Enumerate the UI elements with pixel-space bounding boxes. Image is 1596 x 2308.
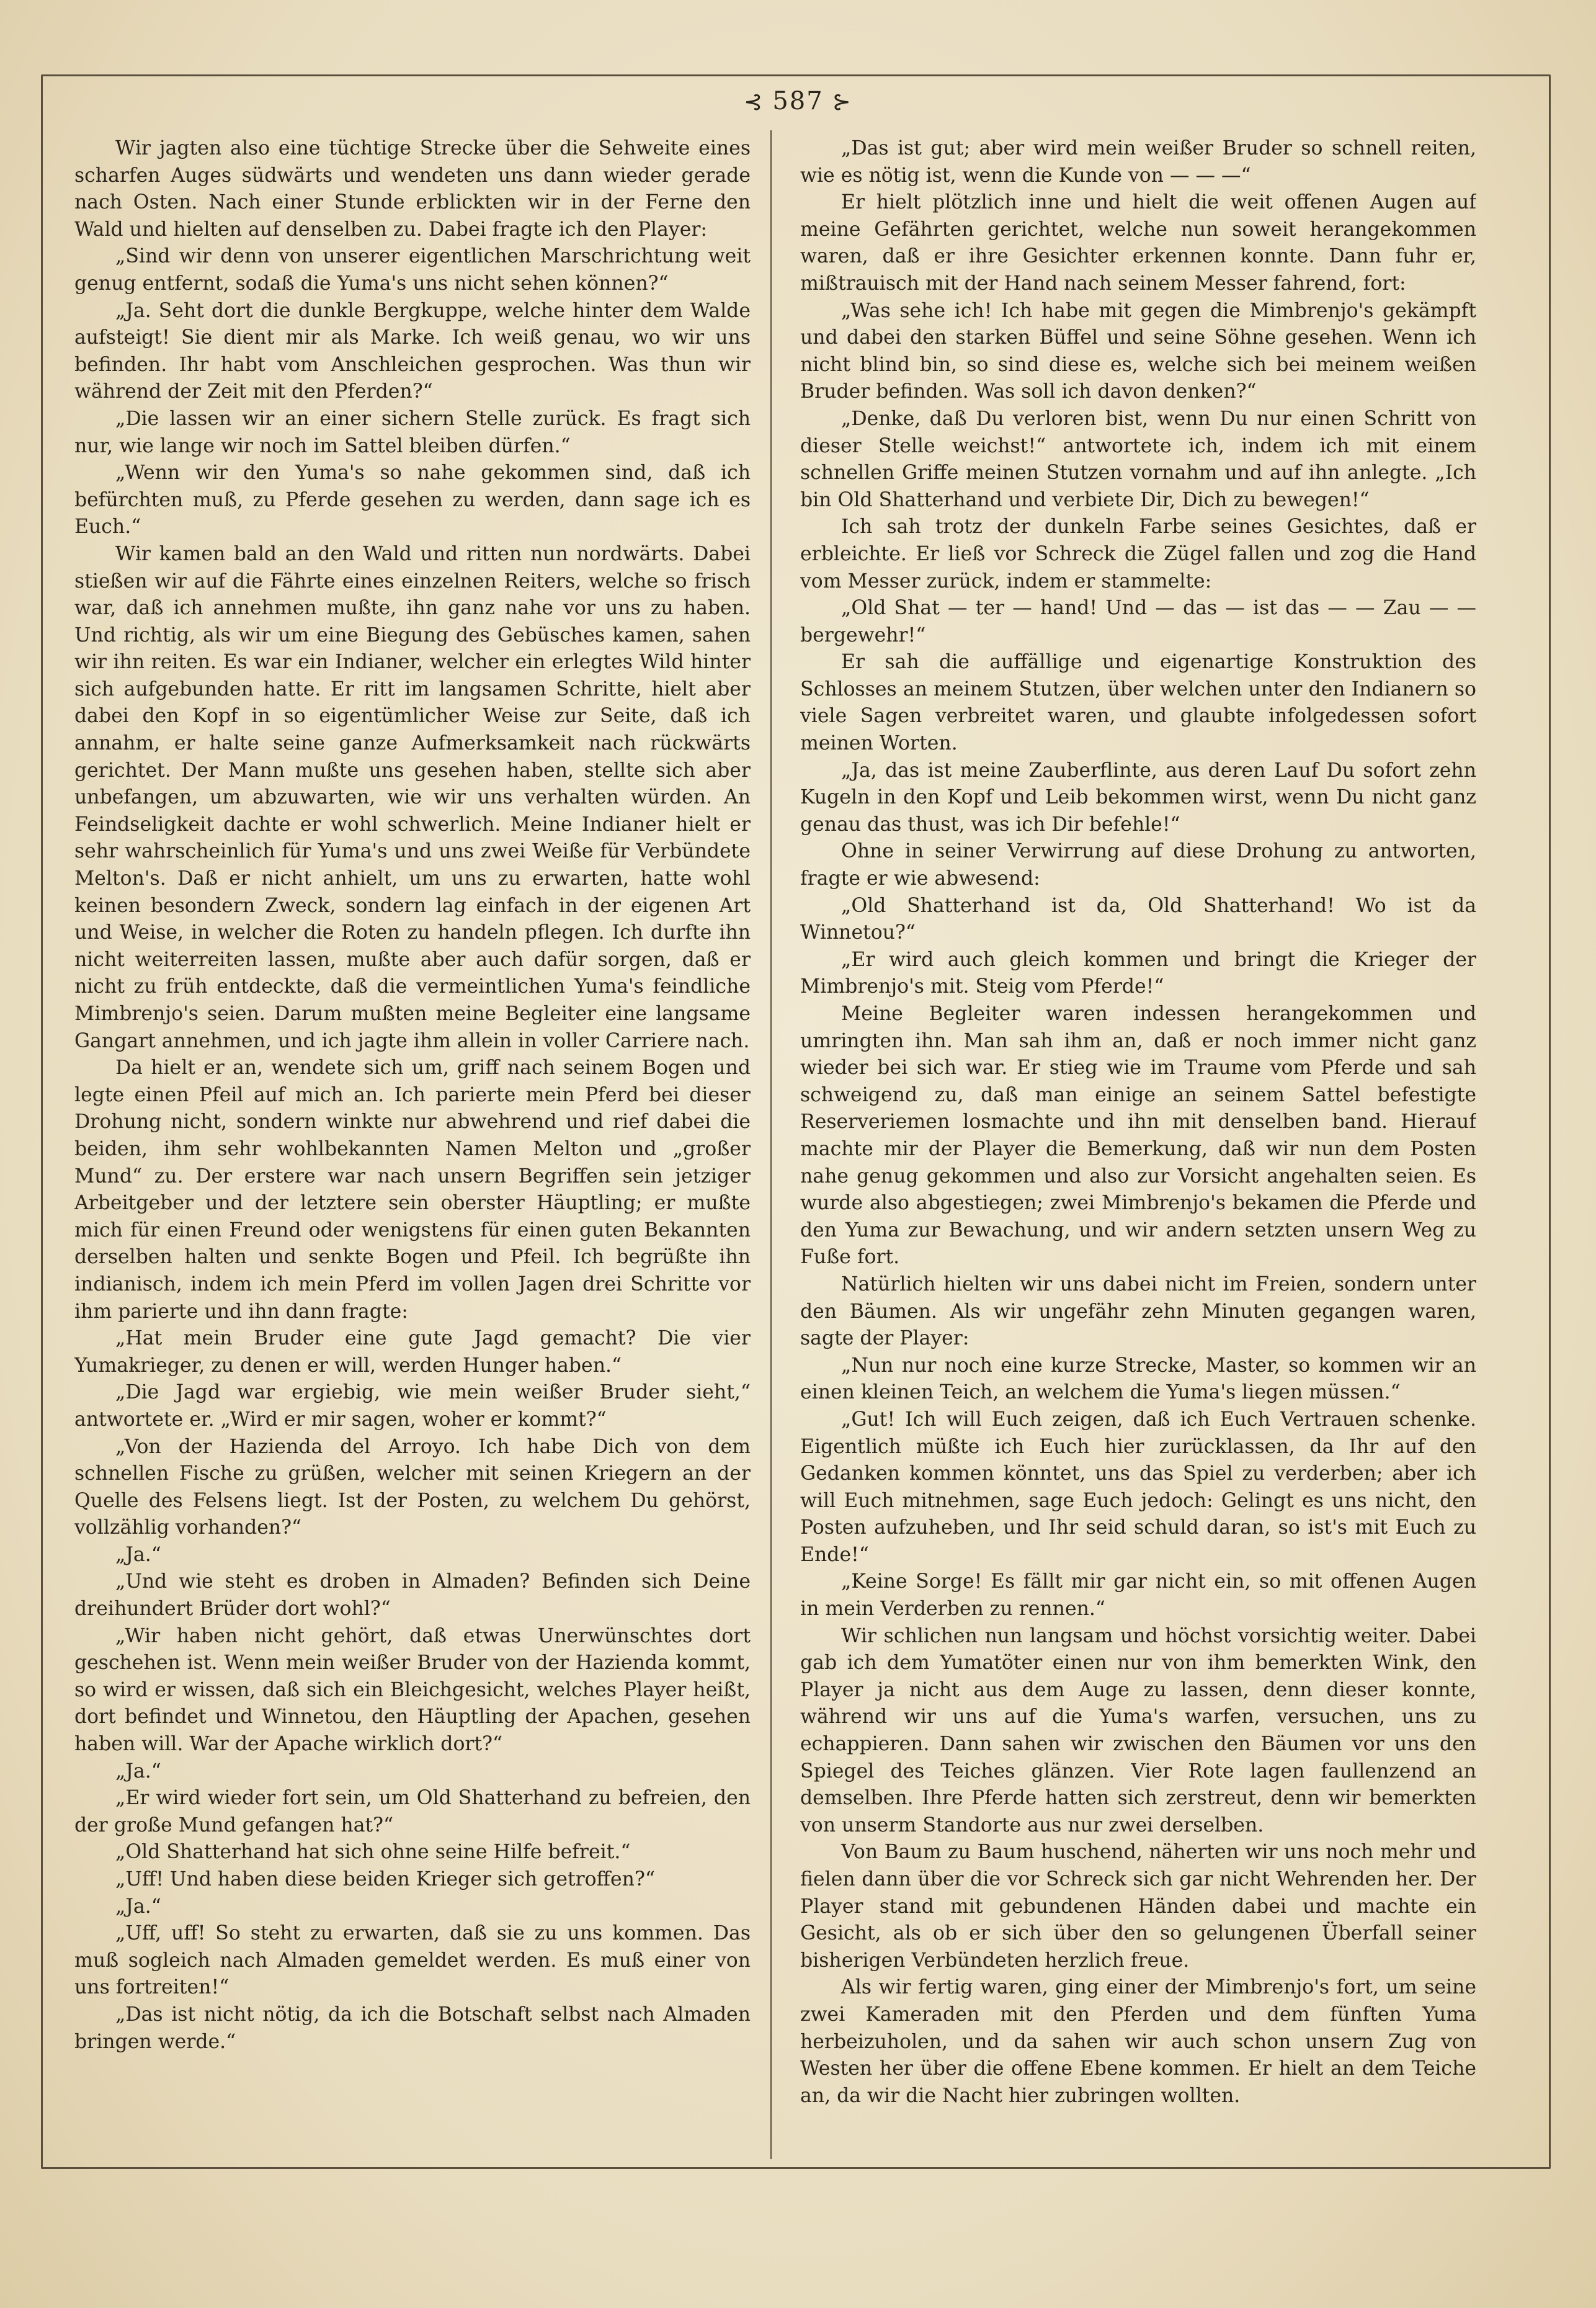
paragraph: Ohne in seiner Verwirrung auf diese Drohung zu antworten, fragte er wie abwesend: <box>800 840 1476 890</box>
left-column <box>74 135 751 2158</box>
paragraph: „Ja.“ <box>115 1543 161 1566</box>
paragraph: „Von der Hazienda del Arroyo. Ich habe Dich von dem schnellen Fische zu grüßen, welcher mit seinen Kriegern an der Quelle des Felsens liegt. Ist der Posten, zu welchem Du gehörst, vollzählig vorhanden?“ <box>74 1435 751 1539</box>
paragraph: „Das ist gut; aber wird mein weißer Bruder so schnell reiten, wie es nötig ist, wenn die Kunde von — — —“ <box>800 137 1476 187</box>
paragraph: „Keine Sorge! Es fällt mir gar nicht ein, so mit offenen Augen in mein Verderben zu rennen.“ <box>800 1570 1476 1621</box>
paragraph: „Was sehe ich! Ich habe mit gegen die Mimbrenjo's gekämpft und dabei den starken Büffel und seine Söhne gesehen. Wenn ich nicht blind bin, so sind diese es, welche sich bei meinem weißen Bruder befinden. Was soll ich davon denken?“ <box>800 299 1476 403</box>
paragraph: Wir schlichen nun langsam und höchst vorsichtig weiter. Dabei gab ich dem Yumatöter einen nur von ihm bemerkten Wink, den Player ja nicht aus dem Auge zu lassen, denn dieser konnte, während wir uns auf die Yuma's warfen, versuchen, uns zu echappieren. Dann sahen wir zwischen den Bäumen vor uns den Spiegel des Teiches glänzen. Vier Rote lagen faullenzend an demselben. Ihre Pferde hatten sich zerstreut, denn wir bemerkten von unserm Standorte aus nur zwei derselben. <box>800 1624 1476 1836</box>
paragraph: Wir jagten also eine tüchtige Strecke über die Sehweite eines scharfen Auges südwärts und wendeten uns dann wieder gerade nach Osten. Nach einer Stunde erblickten wir in der Ferne den Wald und hielten auf denselben zu. Dabei fragte ich den Player: <box>74 137 751 241</box>
paragraph: „Ja. Seht dort die dunkle Bergkuppe, welche hinter dem Walde aufsteigt! Sie dient mir als Marke. Ich weiß genau, wo wir uns befinden. Ihr habt vom Anschleichen gesprochen. Was thun wir während der Zeit mit den Pferden?“ <box>74 299 751 403</box>
paragraph: „Old Shat — ter — hand! Und — das — ist das — — Zau — — bergewehr!“ <box>800 597 1476 646</box>
paragraph: „Er wird auch gleich kommen und bringt die Krieger der Mimbrenjo's mit. Steig vom Pferde!“ <box>800 948 1476 998</box>
paragraph: „Die Jagd war ergiebig, wie mein weißer Bruder sieht,“ antwortete er. „Wird er mir sagen, woher er kommt?“ <box>74 1381 751 1431</box>
paragraph: „Uff! Und haben diese beiden Krieger sich getroffen?“ <box>115 1868 655 1890</box>
column-divider <box>770 130 772 2159</box>
paragraph: Er sah die auffällige und eigenartige Konstruktion des Schlosses an meinem Stutzen, über welchen unter den Indianern so viele Sagen verbreitet waren, und glaubte infolgedessen sofort meinen Worten. <box>800 651 1476 755</box>
paragraph: „Hat mein Bruder eine gute Jagd gemacht? Die vier Yumakrieger, zu denen er will, werden Hunger haben.“ <box>74 1327 751 1377</box>
paragraph: Als wir fertig waren, ging einer der Mimbrenjo's fort, um seine zwei Kameraden mit den Pferden und dem fünften Yuma herbeizuholen, und da sahen wir auch schon unsern Zug von Westen her über die offene Ebene kommen. Er hielt an dem Teiche an, da wir die Nacht hier zubringen wollten. <box>800 1976 1476 2107</box>
paragraph: Ich sah trotz der dunkeln Farbe seines Gesichtes, daß er erbleichte. Er ließ vor Schreck die Zügel fallen und zog die Hand vom Messer zurück, indem er stammelte: <box>800 516 1476 593</box>
paragraph: „Und wie steht es droben in Almaden? Befinden sich Deine dreihundert Brüder dort wohl?“ <box>74 1570 751 1621</box>
paragraph: „Ja.“ <box>115 1895 161 1918</box>
paragraph: „Ja, das ist meine Zauberflinte, aus deren Lauf Du sofort zehn Kugeln in den Kopf und Leib bekommen wirst, wenn Du nicht ganz genau das thust, was ich Dir befehle!“ <box>800 759 1476 836</box>
paragraph: „Wenn wir den Yuma's so nahe gekommen sind, daß ich befürchten muß, zu Pferde gesehen zu werden, dann sage ich es Euch.“ <box>74 462 751 539</box>
paragraph: „Das ist nicht nötig, da ich die Botschaft selbst nach Almaden bringen werde.“ <box>74 2003 751 2053</box>
paragraph: „Uff, uff! So steht zu erwarten, daß sie zu uns kommen. Das muß sogleich nach Almaden gemeldet werden. Es muß einer von uns fortreiten!“ <box>74 1922 751 1999</box>
paragraph: „Die lassen wir an einer sichern Stelle zurück. Es fragt sich nur, wie lange wir noch im Sattel bleiben dürfen.“ <box>74 407 751 457</box>
paragraph: „Nun nur noch eine kurze Strecke, Master, so kommen wir an einen kleinen Teich, an welchem die Yuma's liegen müssen.“ <box>800 1354 1476 1404</box>
paragraph: Wir kamen bald an den Wald und ritten nun nordwärts. Dabei stießen wir auf die Fährte eines einzelnen Reiters, welche so frisch war, daß ich annehmen mußte, ihn ganz nahe vor uns zu haben. Und richtig, als wir um eine Biegung des Gebüsches kamen, sahen wir ihn reiten. Es war ein Indianer, welcher ein erlegtes Wild hinter sich aufgebunden hatte. Er ritt im langsamen Schritte, hielt aber dabei den Kopf in so eigentümlicher Weise zur Seite, daß ich annahm, er halte seine ganze Aufmerksamkeit nach rückwärts gerichtet. Der Mann mußte uns gesehen haben, stellte sich aber unbefangen, um abzuwarten, wie wir uns verhalten würden. An Feindseligkeit dachte er wohl schwerlich. Meine Indianer hielt er sehr wahrscheinlich für Yuma's und uns zwei Weiße für Verbündete Melton's. Daß er nicht anhielt, um uns zu erwarten, hatte wohl keinen besondern Zweck, sondern lag einfach in der eigenen Art und Weise, in welcher die Roten zu handeln pflegen. Ich durfte ihn nicht weiterreiten lassen, mußte aber auch dafür sorgen, daß er nicht zu früh entdeckte, daß die vermeintlichen Yuma's feindliche Mimbrenjo's seien. Darum mußten meine Begleiter eine langsame Gangart annehmen, und ich jagte ihm allein in voller Carriere nach. <box>74 542 751 1052</box>
paragraph: Er hielt plötzlich inne und hielt die weit offenen Augen auf meine Gefährten gerichtet, welche nun soweit herangekommen waren, daß er ihre Gesichter erkennen konnte. Dann fuhr er, mißtrauisch mit der Hand nach seinem Messer fahrend, fort: <box>800 191 1476 295</box>
page-number: 587 <box>772 87 824 115</box>
paragraph: „Old Shatterhand hat sich ohne seine Hilfe befreit.“ <box>115 1841 631 1864</box>
page-header <box>0 87 1596 115</box>
paragraph: „Sind wir denn von unserer eigentlichen Marschrichtung weit genug entfernt, sodaß die Yuma's uns nicht sehen können?“ <box>74 245 751 295</box>
ornament-left-icon: ⊰ <box>744 89 764 115</box>
paragraph: „Ja.“ <box>115 1760 161 1782</box>
paragraph: „Er wird wieder fort sein, um Old Shatterhand zu befreien, den der große Mund gefangen hat?“ <box>74 1787 751 1836</box>
paragraph: „Gut! Ich will Euch zeigen, daß ich Euch Vertrauen schenke. Eigentlich müßte ich Euch hier zurücklassen, da Ihr auf den Gedanken kommen könntet, uns das Spiel zu verderben; aber ich will Euch mitnehmen, sage Euch jedoch: Gelingt es uns nicht, den Posten aufzuheben, und Ihr seid schuld daran, so ist's mit Euch zu Ende!“ <box>800 1408 1476 1566</box>
paragraph: Von Baum zu Baum huschend, näherten wir uns noch mehr und fielen dann über die vor Schreck sich gar nicht Wehrenden her. Der Player stand mit gebundenen Händen dabei und machte ein Gesicht, als ob er sich über den so gelungenen Überfall seiner bisherigen Verbündeten herzlich freue. <box>800 1841 1476 1972</box>
paragraph: „Denke, daß Du verloren bist, wenn Du nur einen Schritt von dieser Stelle weichst!“ antwortete ich, indem ich mit einem schnellen Griffe meinen Stutzen vornahm und auf ihn anlegte. „Ich bin Old Shatterhand und verbiete Dir, Dich zu bewegen!“ <box>800 407 1476 511</box>
paragraph: Natürlich hielten wir uns dabei nicht im Freien, sondern unter den Bäumen. Als wir ungefähr zehn Minuten gegangen waren, sagte der Player: <box>800 1273 1476 1350</box>
ornament-right-icon: ⊱ <box>832 89 852 115</box>
paragraph: „Wir haben nicht gehört, daß etwas Unerwünschtes dort geschehen ist. Wenn mein weißer Bruder von der Hazienda kommt, so wird er wissen, daß sich ein Bleichgesicht, welches Player heißt, dort befindet und Winnetou, den Häuptling der Apachen, gesehen haben will. War der Apache wirklich dort?“ <box>74 1624 751 1756</box>
paragraph: Meine Begleiter waren indessen herangekommen und umringten ihn. Man sah ihm an, daß er noch immer nicht ganz wieder bei sich war. Er stieg wie im Traume vom Pferde und sah schweigend zu, daß man einige an seinem Sattel befestigte Reserveriemen losmachte und ihn mit denselben band. Hierauf machte mir der Player die Bemerkung, daß wir nun dem Posten nahe genug gekommen und also zur Vorsicht angehalten seien. Es wurde also abgestiegen; zwei Mimbrenjo's bekamen die Pferde und den Yuma zur Bewachung, und wir andern setzten unsern Weg zu Fuße fort. <box>800 1003 1476 1269</box>
right-column <box>800 135 1476 2158</box>
paragraph: Da hielt er an, wendete sich um, griff nach seinem Bogen und legte einen Pfeil auf mich an. Ich parierte mein Pferd bei dieser Drohung nicht, sondern winkte nur abwehrend und rief dabei die beiden, ihm sehr wohlbekannten Namen Melton und „großer Mund“ zu. Der erstere war nach unsern Begriffen sein jetziger Arbeitgeber und der letztere sein oberster Häuptling; er mußte mich für einen Freund oder wenigstens für einen guten Bekannten derselben halten und senkte Bogen und Pfeil. Ich begrüßte ihn indianisch, indem ich mein Pferd im vollen Jagen drei Schritte vor ihm parierte und ihn dann fragte: <box>74 1057 751 1323</box>
paragraph: „Old Shatterhand ist da, Old Shatterhand! Wo ist da Winnetou?“ <box>800 894 1476 944</box>
